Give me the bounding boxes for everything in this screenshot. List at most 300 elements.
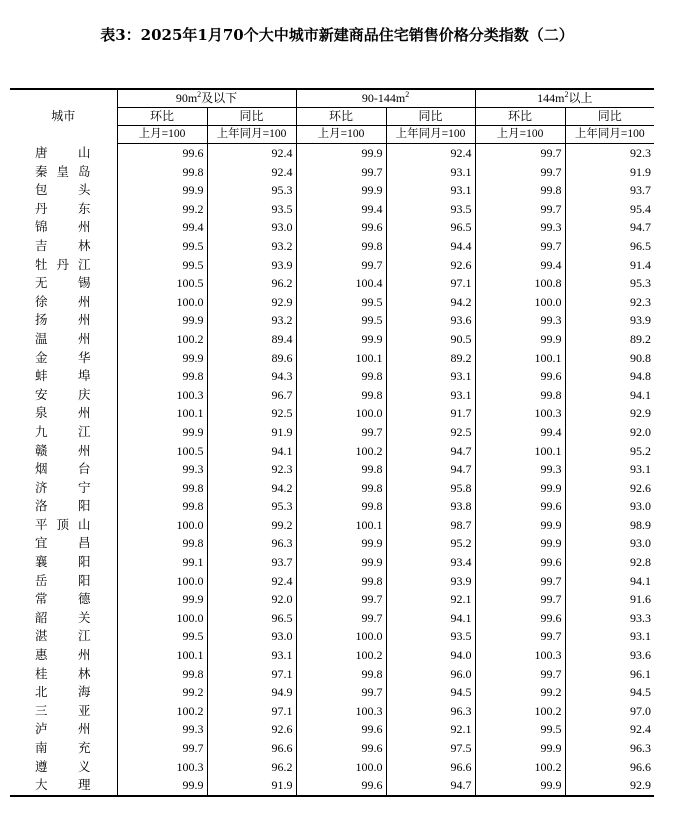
city-char: 九 <box>35 423 48 439</box>
yoy-value: 90.5 <box>386 330 475 349</box>
city-char: 阳 <box>77 554 91 570</box>
mom-value: 100.3 <box>176 759 204 774</box>
yoy-value: 96.6 <box>386 758 475 777</box>
yoy-value: 94.4 <box>386 237 475 256</box>
mom-header: 环比 <box>475 108 565 126</box>
mom-value: 99.9 <box>117 776 207 796</box>
mom-value: 99.8 <box>182 369 204 384</box>
city-name <box>10 423 117 442</box>
city-name <box>10 330 117 349</box>
city-char: 阳 <box>77 572 91 588</box>
mom-value: 99.6 <box>475 497 565 516</box>
city-char: 烟 <box>35 461 48 477</box>
city-name <box>10 739 117 758</box>
yoy-value: 94.2 <box>207 479 296 498</box>
yoy-value: 92.1 <box>386 590 475 609</box>
city-name <box>10 553 117 572</box>
mom-value: 99.2 <box>475 683 565 702</box>
mom-value: 99.9 <box>475 776 565 796</box>
mom-value: 99.8 <box>296 665 386 684</box>
yoy-value: 97.1 <box>386 274 475 293</box>
city-name <box>10 758 117 777</box>
table-row <box>10 720 654 739</box>
mom-value: 99.7 <box>475 163 565 182</box>
yoy-value: 93.2 <box>207 237 296 256</box>
mom-value: 99.5 <box>475 720 565 739</box>
yoy-value: 94.1 <box>386 609 475 628</box>
mom-value: 100.1 <box>296 516 386 535</box>
mom-value: 100.2 <box>296 442 386 461</box>
city-char: 金 <box>35 349 48 365</box>
city-char: 州 <box>77 721 91 737</box>
yoy-value: 95.3 <box>565 274 654 293</box>
group-header-large: $144m^2$以上 <box>475 89 654 108</box>
city-name <box>10 479 117 498</box>
yoy-value: 92.4 <box>207 572 296 591</box>
yoy-value: 89.2 <box>565 330 654 349</box>
yoy-header: 同比 <box>386 108 475 126</box>
city-char: 山 <box>77 144 91 160</box>
city-char: 昌 <box>77 535 91 551</box>
city-char: 台 <box>77 461 91 477</box>
city-char: 桂 <box>35 665 48 681</box>
mom-value: 99.9 <box>475 534 565 553</box>
city-name <box>10 702 117 721</box>
yoy-value: 95.2 <box>565 442 654 461</box>
mom-value: 100.3 <box>475 404 565 423</box>
yoy-value: 94.9 <box>207 683 296 702</box>
city-char: 义 <box>77 758 91 774</box>
city-char: 埠 <box>77 368 91 384</box>
yoy-value: 98.7 <box>386 516 475 535</box>
yoy-value: 94.7 <box>565 218 654 237</box>
yoy-value: 93.5 <box>386 200 475 219</box>
yoy-value: 95.3 <box>207 181 296 200</box>
city-name <box>10 274 117 293</box>
yoy-value: 93.6 <box>565 646 654 665</box>
group-header-medium: $90-144m^2$ <box>296 89 475 108</box>
yoy-value: 95.3 <box>207 497 296 516</box>
city-char: 庆 <box>77 386 91 402</box>
mom-value: 99.9 <box>182 592 204 607</box>
city-char: 州 <box>77 312 91 328</box>
city-name <box>10 534 117 553</box>
mom-value: 100.8 <box>475 274 565 293</box>
mom-value: 100.5 <box>176 276 204 291</box>
yoy-value: 98.9 <box>565 516 654 535</box>
yoy-value: 97.0 <box>565 702 654 721</box>
table-row <box>10 163 654 182</box>
city-char: 头 <box>77 182 91 198</box>
city-char: 泸 <box>35 721 48 737</box>
yoy-header: 同比 <box>207 108 296 126</box>
mom-value: 99.9 <box>182 350 204 365</box>
mom-value: 99.7 <box>182 741 204 755</box>
city-char: 常 <box>35 591 48 607</box>
yoy-value: 91.9 <box>207 423 296 442</box>
mom-value: 99.7 <box>475 200 565 219</box>
mom-value: 99.9 <box>296 330 386 349</box>
city-char: 北 <box>35 684 48 700</box>
yoy-value: 96.6 <box>207 739 296 758</box>
yoy-value: 91.9 <box>565 163 654 182</box>
mom-value: 99.8 <box>182 164 204 179</box>
yoy-value: 94.3 <box>207 367 296 386</box>
mom-value: 99.9 <box>475 739 565 758</box>
mom-value: 99.6 <box>475 609 565 628</box>
yoy-value: 93.3 <box>565 609 654 628</box>
mom-value: 99.2 <box>182 201 204 216</box>
city-char: 州 <box>77 647 91 663</box>
yoy-base-header: 上年同月=100 <box>386 126 475 144</box>
mom-value: 100.2 <box>475 758 565 777</box>
mom-value: 100.0 <box>296 758 386 777</box>
city-char: 林 <box>77 665 91 681</box>
city-char: 德 <box>77 591 91 607</box>
city-char: 襄 <box>35 554 48 570</box>
group-header-small: $90m^2$及以下 <box>117 89 296 108</box>
yoy-value: 97.1 <box>207 702 296 721</box>
city-char: 扬 <box>35 312 48 328</box>
city-name <box>10 609 117 628</box>
mom-value: 100.4 <box>296 274 386 293</box>
mom-value: 99.8 <box>475 181 565 200</box>
mom-value: 100.0 <box>176 517 204 532</box>
yoy-value: 93.5 <box>386 627 475 646</box>
yoy-value: 92.0 <box>207 590 296 609</box>
city-char: 岛 <box>77 163 91 179</box>
yoy-value: 96.3 <box>207 534 296 553</box>
yoy-value: 91.9 <box>207 776 296 796</box>
city-char: 丹 <box>56 256 69 272</box>
yoy-value: 91.7 <box>386 404 475 423</box>
mom-value: 99.8 <box>475 386 565 405</box>
city-char: 泉 <box>35 405 48 421</box>
yoy-value: 94.5 <box>386 683 475 702</box>
yoy-value: 94.7 <box>386 776 475 796</box>
yoy-value: 94.1 <box>207 442 296 461</box>
mom-value: 100.0 <box>176 610 204 625</box>
city-char: 岳 <box>35 572 48 588</box>
table-row <box>10 590 654 609</box>
mom-value: 99.1 <box>182 555 204 570</box>
yoy-value: 99.2 <box>207 516 296 535</box>
mom-value: 99.9 <box>296 181 386 200</box>
yoy-value: 93.7 <box>207 553 296 572</box>
table-row <box>10 665 654 684</box>
mom-value: 100.2 <box>176 703 204 718</box>
city-name <box>10 683 117 702</box>
city-char: 宁 <box>77 479 91 495</box>
yoy-value: 93.9 <box>386 572 475 591</box>
city-char: 关 <box>77 609 91 625</box>
mom-value: 100.0 <box>176 573 204 588</box>
mom-value: 99.3 <box>182 722 204 737</box>
city-name <box>10 460 117 479</box>
city-char: 大 <box>35 777 48 793</box>
city-char: 阳 <box>77 498 91 514</box>
city-char: 济 <box>35 479 48 495</box>
city-char: 江 <box>77 256 91 272</box>
table-row <box>10 274 654 293</box>
mom-value: 100.0 <box>296 404 386 423</box>
mom-value: 99.3 <box>182 462 204 477</box>
yoy-value: 92.4 <box>565 720 654 739</box>
yoy-value: 97.1 <box>207 665 296 684</box>
mom-value: 99.7 <box>296 590 386 609</box>
mom-value: 99.3 <box>475 311 565 330</box>
city-char: 韶 <box>35 609 48 625</box>
yoy-value: 92.4 <box>207 144 296 163</box>
mom-base-header: 上月=100 <box>296 126 386 144</box>
mom-value: 99.5 <box>296 311 386 330</box>
mom-value: 99.7 <box>296 683 386 702</box>
table-row <box>10 237 654 256</box>
yoy-value: 93.1 <box>207 646 296 665</box>
table-row <box>10 256 654 275</box>
yoy-value: 89.2 <box>386 349 475 368</box>
city-char: 赣 <box>35 442 48 458</box>
mom-value: 99.9 <box>296 144 386 163</box>
city-name <box>10 665 117 684</box>
city-char: 三 <box>35 702 48 718</box>
table-row <box>10 423 654 442</box>
city-name <box>10 646 117 665</box>
yoy-value: 92.9 <box>207 293 296 312</box>
mom-value: 99.8 <box>296 479 386 498</box>
city-char: 洛 <box>35 498 48 514</box>
table-row <box>10 200 654 219</box>
city-char: 包 <box>35 182 48 198</box>
city-name <box>10 256 117 275</box>
mom-value: 99.8 <box>296 237 386 256</box>
mom-value: 100.3 <box>176 387 204 402</box>
city-column-header: 城市 <box>10 89 117 144</box>
mom-value: 100.2 <box>176 331 204 346</box>
table-row <box>10 330 654 349</box>
mom-header: 环比 <box>296 108 386 126</box>
yoy-value: 93.0 <box>565 534 654 553</box>
mom-value: 99.8 <box>296 460 386 479</box>
mom-value: 99.8 <box>182 666 204 681</box>
city-char: 华 <box>77 349 91 365</box>
mom-value: 99.9 <box>475 330 565 349</box>
mom-value: 99.9 <box>182 183 204 198</box>
city-char: 蚌 <box>35 368 48 384</box>
mom-value: 99.9 <box>296 553 386 572</box>
table-row <box>10 776 654 796</box>
yoy-value: 95.8 <box>386 479 475 498</box>
yoy-value: 92.9 <box>565 776 654 796</box>
yoy-value: 92.6 <box>207 720 296 739</box>
yoy-value: 93.0 <box>565 497 654 516</box>
table-row <box>10 609 654 628</box>
mom-base-header: 上月=100 <box>475 126 565 144</box>
yoy-value: 93.8 <box>386 497 475 516</box>
page-title: 表3：2025年1月70个大中城市新建商品住宅销售价格分类指数（二） <box>100 26 574 44</box>
mom-value: 99.7 <box>475 665 565 684</box>
city-char: 顶 <box>56 516 69 532</box>
city-char: 东 <box>77 200 91 216</box>
table-row <box>10 293 654 312</box>
yoy-value: 91.6 <box>565 590 654 609</box>
yoy-value: 96.2 <box>207 274 296 293</box>
yoy-value: 96.6 <box>565 758 654 777</box>
city-name <box>10 572 117 591</box>
mom-value: 100.1 <box>176 406 204 421</box>
city-name <box>10 404 117 423</box>
yoy-value: 93.9 <box>207 256 296 275</box>
yoy-value: 89.4 <box>207 330 296 349</box>
yoy-value: 92.3 <box>565 293 654 312</box>
city-char: 湛 <box>35 628 48 644</box>
city-name <box>10 367 117 386</box>
mom-base-header: 上月=100 <box>117 126 207 144</box>
mom-value: 99.6 <box>182 146 204 160</box>
city-name <box>10 442 117 461</box>
table-row <box>10 572 654 591</box>
yoy-header: 同比 <box>565 108 654 126</box>
mom-value: 99.7 <box>475 572 565 591</box>
mom-value: 99.8 <box>296 497 386 516</box>
mom-value: 99.6 <box>475 553 565 572</box>
city-name <box>10 590 117 609</box>
mom-value: 100.3 <box>296 702 386 721</box>
city-char: 安 <box>35 386 48 402</box>
table-header <box>10 89 654 144</box>
mom-value: 99.2 <box>182 685 204 700</box>
table-row <box>10 553 654 572</box>
city-char: 锦 <box>35 219 48 235</box>
yoy-value: 92.8 <box>565 553 654 572</box>
yoy-value: 93.5 <box>207 200 296 219</box>
yoy-value: 93.1 <box>386 181 475 200</box>
yoy-value: 94.1 <box>565 386 654 405</box>
city-char: 遵 <box>35 758 48 774</box>
city-name <box>10 293 117 312</box>
city-char: 吉 <box>35 237 48 253</box>
city-char: 皇 <box>56 163 69 179</box>
mom-value: 100.1 <box>296 349 386 368</box>
city-name <box>10 386 117 405</box>
yoy-value: 92.5 <box>207 404 296 423</box>
city-char: 秦 <box>35 163 48 179</box>
city-char: 唐 <box>35 144 48 160</box>
city-char: 州 <box>77 330 91 346</box>
yoy-value: 93.4 <box>386 553 475 572</box>
mom-value: 99.9 <box>182 424 204 439</box>
mom-value: 99.8 <box>182 499 204 514</box>
city-name <box>10 497 117 516</box>
yoy-value: 94.7 <box>386 460 475 479</box>
yoy-base-header: 上年同月=100 <box>565 126 654 144</box>
yoy-value: 96.5 <box>386 218 475 237</box>
mom-value: 100.1 <box>176 648 204 663</box>
yoy-value: 93.1 <box>565 627 654 646</box>
city-name <box>10 720 117 739</box>
yoy-value: 92.4 <box>207 163 296 182</box>
yoy-value: 92.1 <box>386 720 475 739</box>
yoy-value: 92.5 <box>386 423 475 442</box>
yoy-value: 96.3 <box>386 702 475 721</box>
mom-value: 99.3 <box>475 218 565 237</box>
mom-value: 99.6 <box>475 367 565 386</box>
city-char: 海 <box>77 684 91 700</box>
city-char: 亚 <box>77 702 91 718</box>
mom-value: 99.7 <box>296 609 386 628</box>
mom-value: 99.6 <box>296 218 386 237</box>
city-name <box>10 163 117 182</box>
yoy-value: 92.4 <box>386 144 475 163</box>
mom-value: 99.8 <box>182 536 204 551</box>
mom-value: 99.8 <box>182 480 204 495</box>
mom-value: 100.0 <box>176 294 204 309</box>
mom-value: 100.5 <box>176 443 204 458</box>
table-row <box>10 367 654 386</box>
yoy-value: 92.3 <box>565 144 654 163</box>
yoy-value: 92.3 <box>207 460 296 479</box>
city-char: 州 <box>77 293 91 309</box>
yoy-base-header: 上年同月=100 <box>207 126 296 144</box>
city-name <box>10 627 117 646</box>
mom-value: 100.2 <box>475 702 565 721</box>
mom-value: 99.4 <box>475 256 565 275</box>
city-name <box>10 776 117 796</box>
mom-value: 99.8 <box>296 572 386 591</box>
yoy-value: 93.1 <box>386 386 475 405</box>
table-row <box>10 534 654 553</box>
yoy-value: 93.9 <box>565 311 654 330</box>
city-char: 充 <box>77 740 91 755</box>
table-row <box>10 702 654 721</box>
mom-value: 99.7 <box>475 627 565 646</box>
yoy-value: 96.3 <box>565 739 654 758</box>
city-char: 州 <box>77 442 91 458</box>
table-row <box>10 739 654 758</box>
city-char: 丹 <box>35 200 48 216</box>
yoy-value: 89.6 <box>207 349 296 368</box>
mom-value: 99.6 <box>296 776 386 796</box>
yoy-value: 93.2 <box>207 311 296 330</box>
city-char: 南 <box>35 740 48 755</box>
mom-value: 99.7 <box>475 590 565 609</box>
city-char: 牡 <box>35 256 48 272</box>
city-char: 温 <box>35 330 48 346</box>
yoy-value: 95.4 <box>565 200 654 219</box>
yoy-value: 94.0 <box>386 646 475 665</box>
mom-value: 99.9 <box>475 516 565 535</box>
city-char: 理 <box>77 777 91 793</box>
yoy-value: 93.1 <box>386 367 475 386</box>
mom-value: 99.7 <box>475 237 565 256</box>
yoy-value: 94.1 <box>565 572 654 591</box>
table-row <box>10 181 654 200</box>
mom-value: 100.1 <box>475 442 565 461</box>
yoy-value: 92.6 <box>386 256 475 275</box>
city-char: 山 <box>77 516 91 532</box>
mom-value: 100.2 <box>296 646 386 665</box>
table-body <box>10 144 654 796</box>
city-char: 平 <box>35 516 48 532</box>
city-char: 州 <box>77 219 91 235</box>
yoy-value: 93.1 <box>386 163 475 182</box>
mom-value: 99.7 <box>296 423 386 442</box>
mom-value: 99.5 <box>296 293 386 312</box>
city-name <box>10 200 117 219</box>
city-name <box>10 218 117 237</box>
yoy-value: 93.0 <box>207 627 296 646</box>
yoy-value: 96.5 <box>207 609 296 628</box>
